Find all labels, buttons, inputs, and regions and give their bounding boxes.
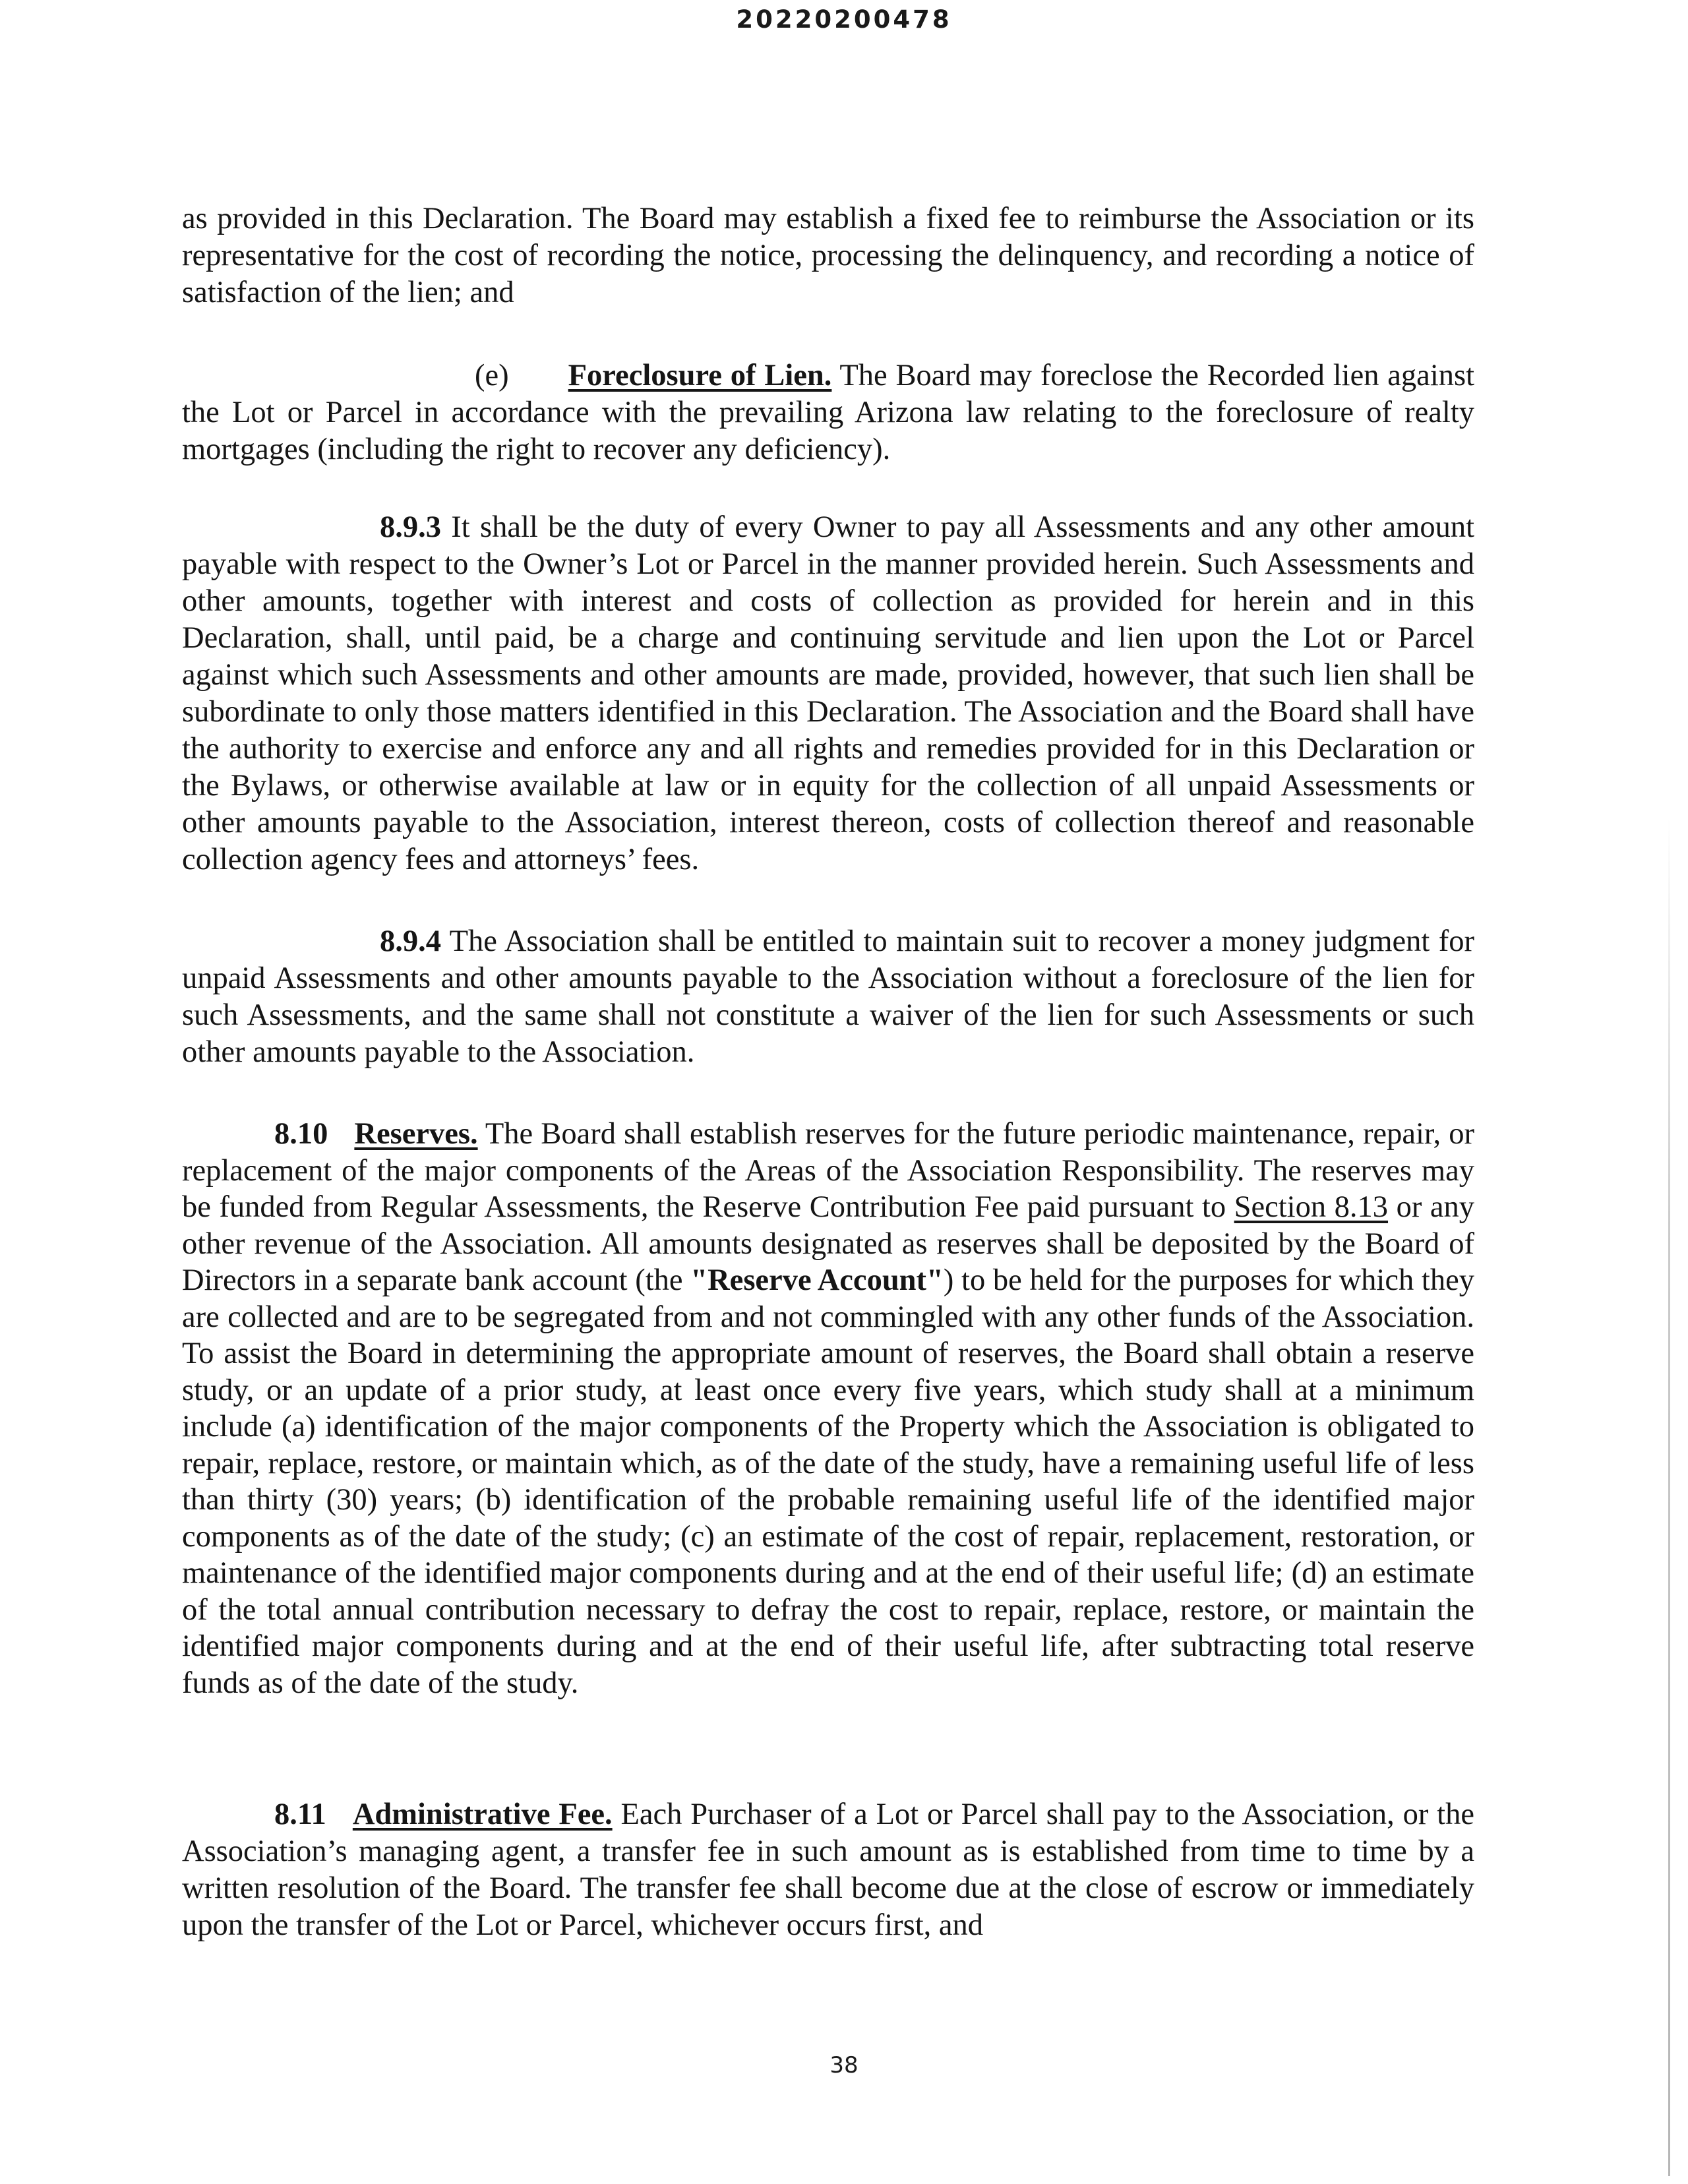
defined-term: "Reserve Account" (690, 1263, 944, 1297)
paragraph-text: It shall be the duty of every Owner to pay all Assessments and any other amount payable with respect to the Owner’s Lot or Parcel in the manner provided herein. Such Assessments and other amounts, together with interest and costs of collection as provided for herein and in this Declaration, shall, until paid, be a charge and continuing servitude and lien upon the Lot or Parcel against which such Assessments and other amounts are made, provided, however, that such lien shall be subordinate to only those matters identified in this Declaration. The Association and the Board shall have the authority to exercise and enforce any and all rights and remedies provided for in this Declaration or the Bylaws, or otherwise available at law or in equity for the collection of all unpaid Assessments or other amounts payable to the Association, interest thereon, costs of collection thereof and reasonable collection agency fees and attorneys’ fees. (182, 510, 1474, 876)
section-number: 8.10 (274, 1117, 328, 1151)
paragraph-8-11-administrative-fee (182, 1796, 1474, 1944)
document-number: 20220200478 (736, 5, 952, 34)
section-heading: Administrative Fee. (352, 1798, 613, 1831)
paragraph-8-9-4 (182, 923, 1474, 1071)
paragraph-text: The Association shall be entitled to maintain suit to recover a money judgment for unpaid Assessments and other amounts payable to the Association without a foreclosure of the lien for such Assessments, and the same shall not constitute a waiver of the lien for such Assessments or such other amounts payable to the Association. (182, 925, 1474, 1069)
section-number: 8.9.3 (380, 510, 441, 544)
page-number: 38 (829, 2052, 859, 2078)
paragraph-text: ) to be held for the purposes for which they are collected and are to be segregated from and not commingled with any other funds of the Association. To assist the Board in determining the appropriate amount of reserves, the Board shall obtain a reserve study, or an update of a prior study, at least once every five years, which study shall at a minimum include (a) identification of the major components of the Property which the Association is obligated to repair, replace, restore, or maintain which, as of the date of the study, have a remaining useful life of less than thirty (30) years; (b) identification of the probable remaining useful life of the identified major components as of the date of the study; (c) an estimate of the cost of repair, replacement, restoration, or maintenance of the identified major components during and at the end of their useful life; (d) an estimate of the total annual contribution necessary to defray the cost to repair, replace, restore, or maintain the identified major components during and at the end of their useful life, after subtracting total reserve funds as of the date of the study. (182, 1263, 1474, 1700)
paragraph-text: or any other revenue of the Association. All amounts designated as reserves shall be deposited by the Board of Directors in a separate bank account (the (182, 1190, 1474, 1297)
paragraph-text: The Board may foreclose the Recorded lien against the Lot or Parcel in accordance with the prevailing Arizona law relating to the foreclosure of realty mortgages (including the right to recover any deficiency). (182, 359, 1475, 466)
section-number: 8.9.4 (380, 925, 441, 958)
paragraph-continuation (182, 200, 1474, 311)
paragraph-text: as provided in this Declaration. The Board may establish a fixed fee to reimburse the Association or its representative for the cost of recording the notice, processing the delinquency, and recording a notice of satisfaction of the lien; and (182, 202, 1474, 309)
section-number: 8.11 (274, 1798, 326, 1831)
paragraph-8-10-reserves (182, 1116, 1474, 1701)
paragraph-text: Each Purchaser of a Lot or Parcel shall pay to the Association, or the Association’s managing agent, a transfer fee in such amount as is established from time to time by a written resolution of the Board. The transfer fee shall become due at the close of escrow or immediately upon the transfer of the Lot or Parcel, whichever occurs first, and (182, 1798, 1474, 1942)
paragraph-foreclosure-of-lien (182, 357, 1474, 468)
paragraph-8-9-3 (182, 509, 1474, 878)
section-heading: Reserves. (354, 1117, 478, 1151)
paragraph-text: The Board shall establish reserves for the future periodic maintenance, repair, or replacement of the major components of the Areas of the Association Responsibility. The reserves may be funded from Regular Assessments, the Reserve Contribution Fee paid pursuant to (182, 1117, 1474, 1224)
scan-edge-shadow (1668, 818, 1670, 2176)
section-reference: Section 8.13 (1234, 1190, 1389, 1224)
subsection-label: (e) (475, 359, 509, 392)
subsection-heading: Foreclosure of Lien. (568, 359, 832, 392)
